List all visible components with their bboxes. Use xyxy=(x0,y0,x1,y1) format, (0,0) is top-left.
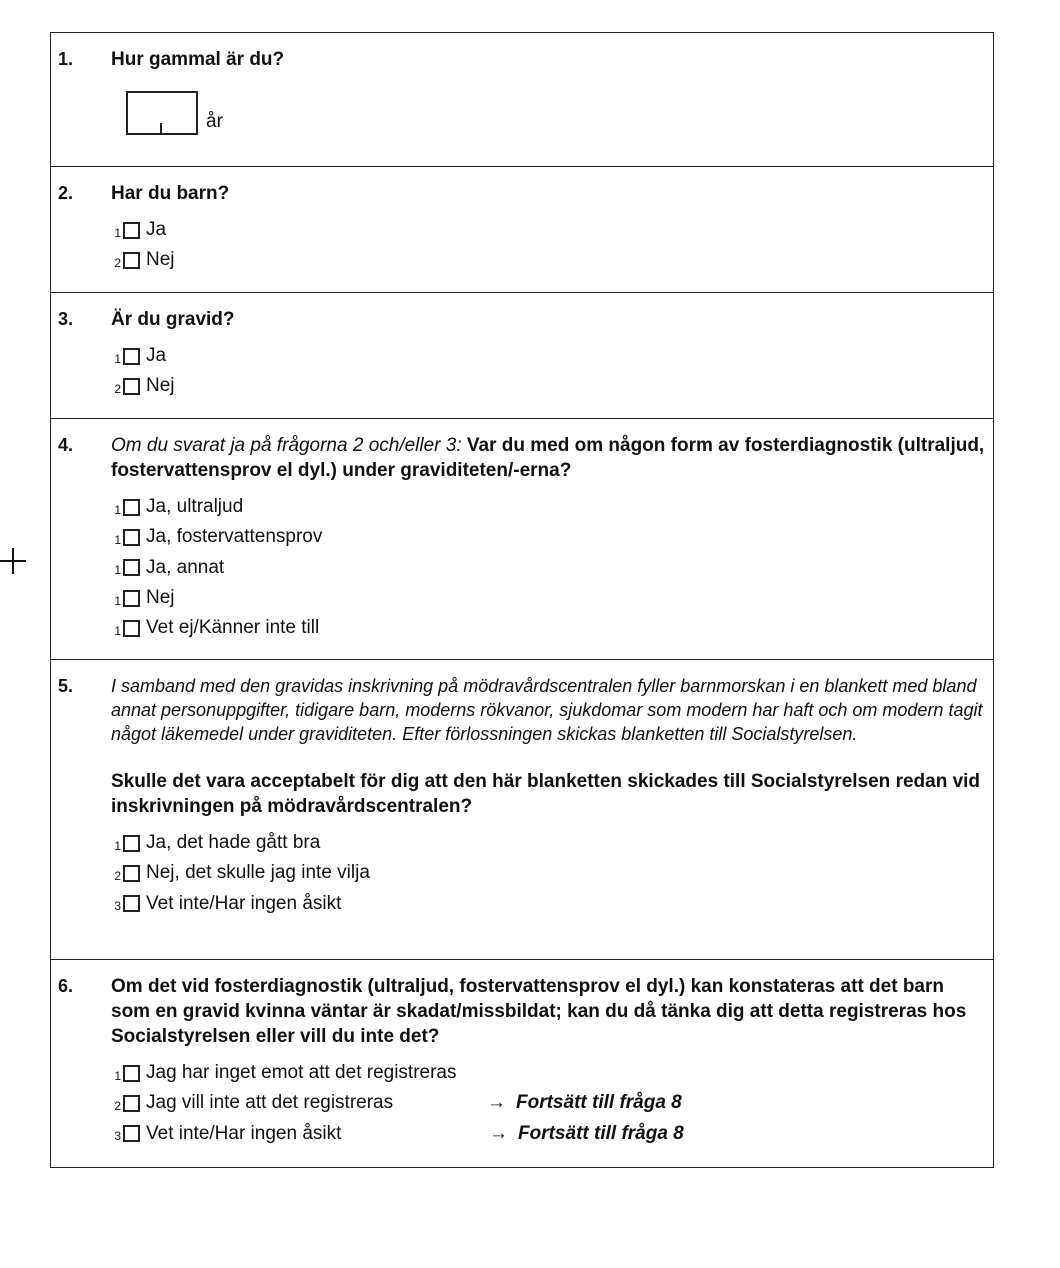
checkbox[interactable] xyxy=(123,348,140,365)
question-1 xyxy=(50,33,994,167)
option-label: Ja, fostervattensprov xyxy=(146,526,323,548)
option-code: 1 xyxy=(114,225,121,240)
question-6 xyxy=(50,960,994,1168)
option-label: Vet ej/Känner inte till xyxy=(146,617,320,639)
option-nej[interactable] xyxy=(111,583,987,613)
checkbox[interactable] xyxy=(123,590,140,607)
option-vet-inte[interactable] xyxy=(111,889,987,919)
option-code: 1 xyxy=(114,563,121,578)
option-label: Ja, det hade gått bra xyxy=(146,832,321,854)
checkbox[interactable] xyxy=(123,559,140,576)
questionnaire-form xyxy=(50,32,994,1168)
option-label: Vet inte/Har ingen åsikt xyxy=(146,1122,342,1144)
checkbox[interactable] xyxy=(123,620,140,637)
option-code: 3 xyxy=(114,1129,121,1144)
option-fostervattensprov[interactable] xyxy=(111,522,987,552)
option-vet-inte[interactable] xyxy=(111,1119,987,1149)
option-label: Nej xyxy=(146,249,175,271)
question-number: 2. xyxy=(58,183,74,203)
question-number: 5. xyxy=(58,676,74,696)
option-code: 2 xyxy=(114,868,121,883)
skip-instruction xyxy=(489,1123,684,1145)
question-title: Är du gravid? xyxy=(111,309,235,330)
option-nej[interactable] xyxy=(111,245,987,275)
question-2 xyxy=(50,167,994,293)
checkbox[interactable] xyxy=(123,529,140,546)
checkbox[interactable] xyxy=(123,499,140,516)
question-title: Om det vid fosterdiagnostik (ultraljud, fostervattensprov el dyl.) kan konstateras att det barn som en gravid kvinna väntar är skadat/missbildat; kan du då tänka dig att detta registreras hos Socialstyrelsen eller vill du inte det? xyxy=(111,976,967,1047)
question-3 xyxy=(50,293,994,419)
question-text: Var du med om någon form av fosterdiagnostik (ultraljud, fostervattensprov el dyl.) under graviditeten/-erna? xyxy=(111,435,985,481)
registration-mark xyxy=(0,548,26,574)
question-5 xyxy=(50,660,994,960)
option-ja[interactable] xyxy=(111,341,987,371)
option-annat[interactable] xyxy=(111,553,987,583)
question-number: 1. xyxy=(58,49,74,69)
option-ja[interactable] xyxy=(111,215,987,245)
option-vet-ej[interactable] xyxy=(111,613,987,643)
option-label: Nej xyxy=(146,375,175,397)
age-input-box[interactable] xyxy=(126,91,198,135)
checkbox[interactable] xyxy=(123,895,140,912)
option-code: 2 xyxy=(114,1098,121,1113)
arrow-right-icon: → xyxy=(487,1092,506,1114)
option-code: 1 xyxy=(114,593,121,608)
option-ultraljud[interactable] xyxy=(111,492,987,522)
option-code: 1 xyxy=(114,532,121,547)
option-label: Jag har inget emot att det registreras xyxy=(146,1062,457,1084)
checkbox[interactable] xyxy=(123,222,140,239)
option-label: Jag vill inte att det registreras xyxy=(146,1092,394,1114)
option-inget-emot[interactable] xyxy=(111,1058,987,1088)
question-title: Skulle det vara acceptabelt för dig att den här blanketten skickades till Socialstyrelsen redan vid inskrivningen på mödravårdscentralen? xyxy=(111,771,981,817)
option-nej[interactable] xyxy=(111,371,987,401)
option-code: 1 xyxy=(114,838,121,853)
skip-instruction xyxy=(487,1092,682,1114)
checkbox[interactable] xyxy=(123,252,140,269)
option-code: 1 xyxy=(114,502,121,517)
question-number: 6. xyxy=(58,976,74,996)
question-number: 3. xyxy=(58,309,74,329)
question-intro: I samband med den gravidas inskrivning på mödravårdscentralen fyller barnmorskan i en blankett med bland annat personuppgifter, tidigare barn, moderns rökvanor, sjukdomar som modern har haft och om modern tagit något läkemedel under graviditeten. Efter förlossningen skickas blanketten till Socialstyrelsen. xyxy=(111,676,983,744)
option-nej[interactable] xyxy=(111,858,987,888)
question-title xyxy=(111,433,987,483)
option-code: 3 xyxy=(114,899,121,914)
checkbox[interactable] xyxy=(123,378,140,395)
question-number: 4. xyxy=(58,435,74,455)
checkbox[interactable] xyxy=(123,835,140,852)
option-vill-inte[interactable] xyxy=(111,1088,987,1118)
option-code: 1 xyxy=(114,1068,121,1083)
checkbox[interactable] xyxy=(123,865,140,882)
question-title: Hur gammal är du? xyxy=(111,49,285,70)
option-label: Ja, annat xyxy=(146,556,225,578)
option-label: Vet inte/Har ingen åsikt xyxy=(146,892,342,914)
checkbox[interactable] xyxy=(123,1095,140,1112)
option-label: Nej, det skulle jag inte vilja xyxy=(146,862,370,884)
arrow-right-icon: → xyxy=(489,1122,508,1144)
question-4 xyxy=(50,419,994,660)
question-lead: Om du svarat ja på frågorna 2 och/eller 3: xyxy=(111,435,462,456)
option-label: Ja xyxy=(146,219,167,241)
checkbox[interactable] xyxy=(123,1065,140,1082)
option-code: 1 xyxy=(114,623,121,638)
option-label: Ja xyxy=(146,345,167,367)
checkbox[interactable] xyxy=(123,1125,140,1142)
skip-text: Fortsätt till fråga 8 xyxy=(516,1092,682,1114)
option-label: Ja, ultraljud xyxy=(146,496,244,518)
option-code: 2 xyxy=(114,381,121,396)
option-label: Nej xyxy=(146,587,175,609)
skip-text: Fortsätt till fråga 8 xyxy=(518,1122,684,1144)
question-title: Har du barn? xyxy=(111,183,230,204)
option-ja[interactable] xyxy=(111,828,987,858)
option-code: 2 xyxy=(114,255,121,270)
age-unit-label: år xyxy=(206,111,223,132)
option-code: 1 xyxy=(114,351,121,366)
